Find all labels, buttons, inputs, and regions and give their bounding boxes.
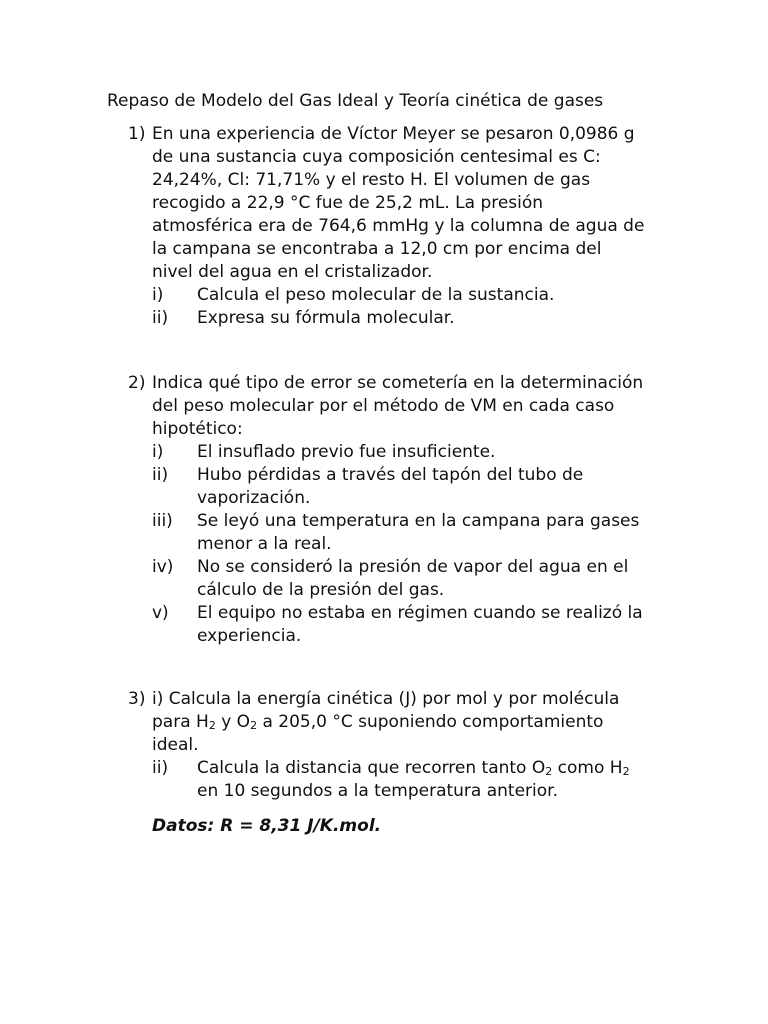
sub-item-text: experiencia.: [197, 626, 302, 646]
text-line: para $H_2$ y $O_2$ a 205,0 °C suponiendo comportamiento: [152, 712, 604, 732]
sub-item: [152, 284, 668, 307]
sub-item: [152, 602, 668, 648]
text-line: i) Calcula la energía cinética (J) por mol y por molécula: [152, 689, 620, 709]
text-line: recogido a 22,9 °C fue de 25,2 mL. La presión: [152, 193, 544, 213]
sub-item: [152, 307, 668, 330]
text-line: En una experiencia de Víctor Meyer se pesaron 0,0986 g: [152, 124, 635, 144]
sub-item-label: ii): [152, 308, 169, 328]
sub-item-text: Hubo pérdidas a través del tapón del tubo de: [197, 465, 584, 485]
question-number: 2): [128, 373, 146, 393]
sub-item-text: menor a la real.: [197, 534, 332, 554]
question-3: [128, 688, 668, 838]
sub-item-text: No se consideró la presión de vapor del agua en el: [197, 557, 629, 577]
text-line: atmosférica era de 764,6 mmHg y la columna de agua de: [152, 216, 645, 236]
sub-item-text: vaporización.: [197, 488, 311, 508]
sub-item-text: en 10 segundos a la temperatura anterior.: [197, 781, 559, 801]
question-text: [152, 123, 668, 284]
sub-item-text: Calcula el peso molecular de la sustancia.: [197, 285, 555, 305]
document-title: Repaso de Modelo del Gas Ideal y Teoría cinética de gases: [107, 91, 604, 111]
data-constants: Datos: R = 8,31 J/K.mol.: [152, 816, 382, 836]
sub-item-text: El equipo no estaba en régimen cuando se realizó la: [197, 603, 643, 623]
text-line: Indica qué tipo de error se cometería en la determinación: [152, 373, 644, 393]
text-line: ideal.: [152, 735, 199, 755]
question-number: 1): [128, 124, 146, 144]
sub-item: [152, 441, 668, 464]
text-line: del peso molecular por el método de VM en cada caso: [152, 396, 615, 416]
sub-item-label: ii): [152, 758, 169, 778]
sub-item-text: Se leyó una temperatura en la campana para gases: [197, 511, 640, 531]
text-line: hipotético:: [152, 419, 243, 439]
sub-item-label: v): [152, 603, 169, 623]
sub-item-text: cálculo de la presión del gas.: [197, 580, 445, 600]
sub-item-text: Calcula la distancia que recorren tanto $O_2$ como $H_2$: [197, 758, 630, 778]
text-line: de una sustancia cuya composición centesimal es C:: [152, 147, 601, 167]
text-line: la campana se encontraba a 12,0 cm por encima del: [152, 239, 602, 259]
sub-item-label: iii): [152, 511, 173, 531]
sub-item: [152, 757, 668, 803]
sub-item-label: i): [152, 285, 164, 305]
question-number: 3): [128, 689, 146, 709]
sub-item: [152, 556, 668, 602]
text-line: nivel del agua en el cristalizador.: [152, 262, 433, 282]
question-2: [128, 372, 668, 648]
sub-item-label: i): [152, 442, 164, 462]
question-text: [152, 372, 668, 441]
question-1: [128, 123, 668, 330]
sub-item: [152, 510, 668, 556]
sub-item-label: ii): [152, 465, 169, 485]
sub-item-label: iv): [152, 557, 174, 577]
sub-item: [152, 464, 668, 510]
sub-item-text: Expresa su fórmula molecular.: [197, 308, 455, 328]
text-line: 24,24%, Cl: 71,71% y el resto H. El volumen de gas: [152, 170, 591, 190]
question-text: [152, 688, 668, 757]
sub-item-text: El insuflado previo fue insuficiente.: [197, 442, 496, 462]
